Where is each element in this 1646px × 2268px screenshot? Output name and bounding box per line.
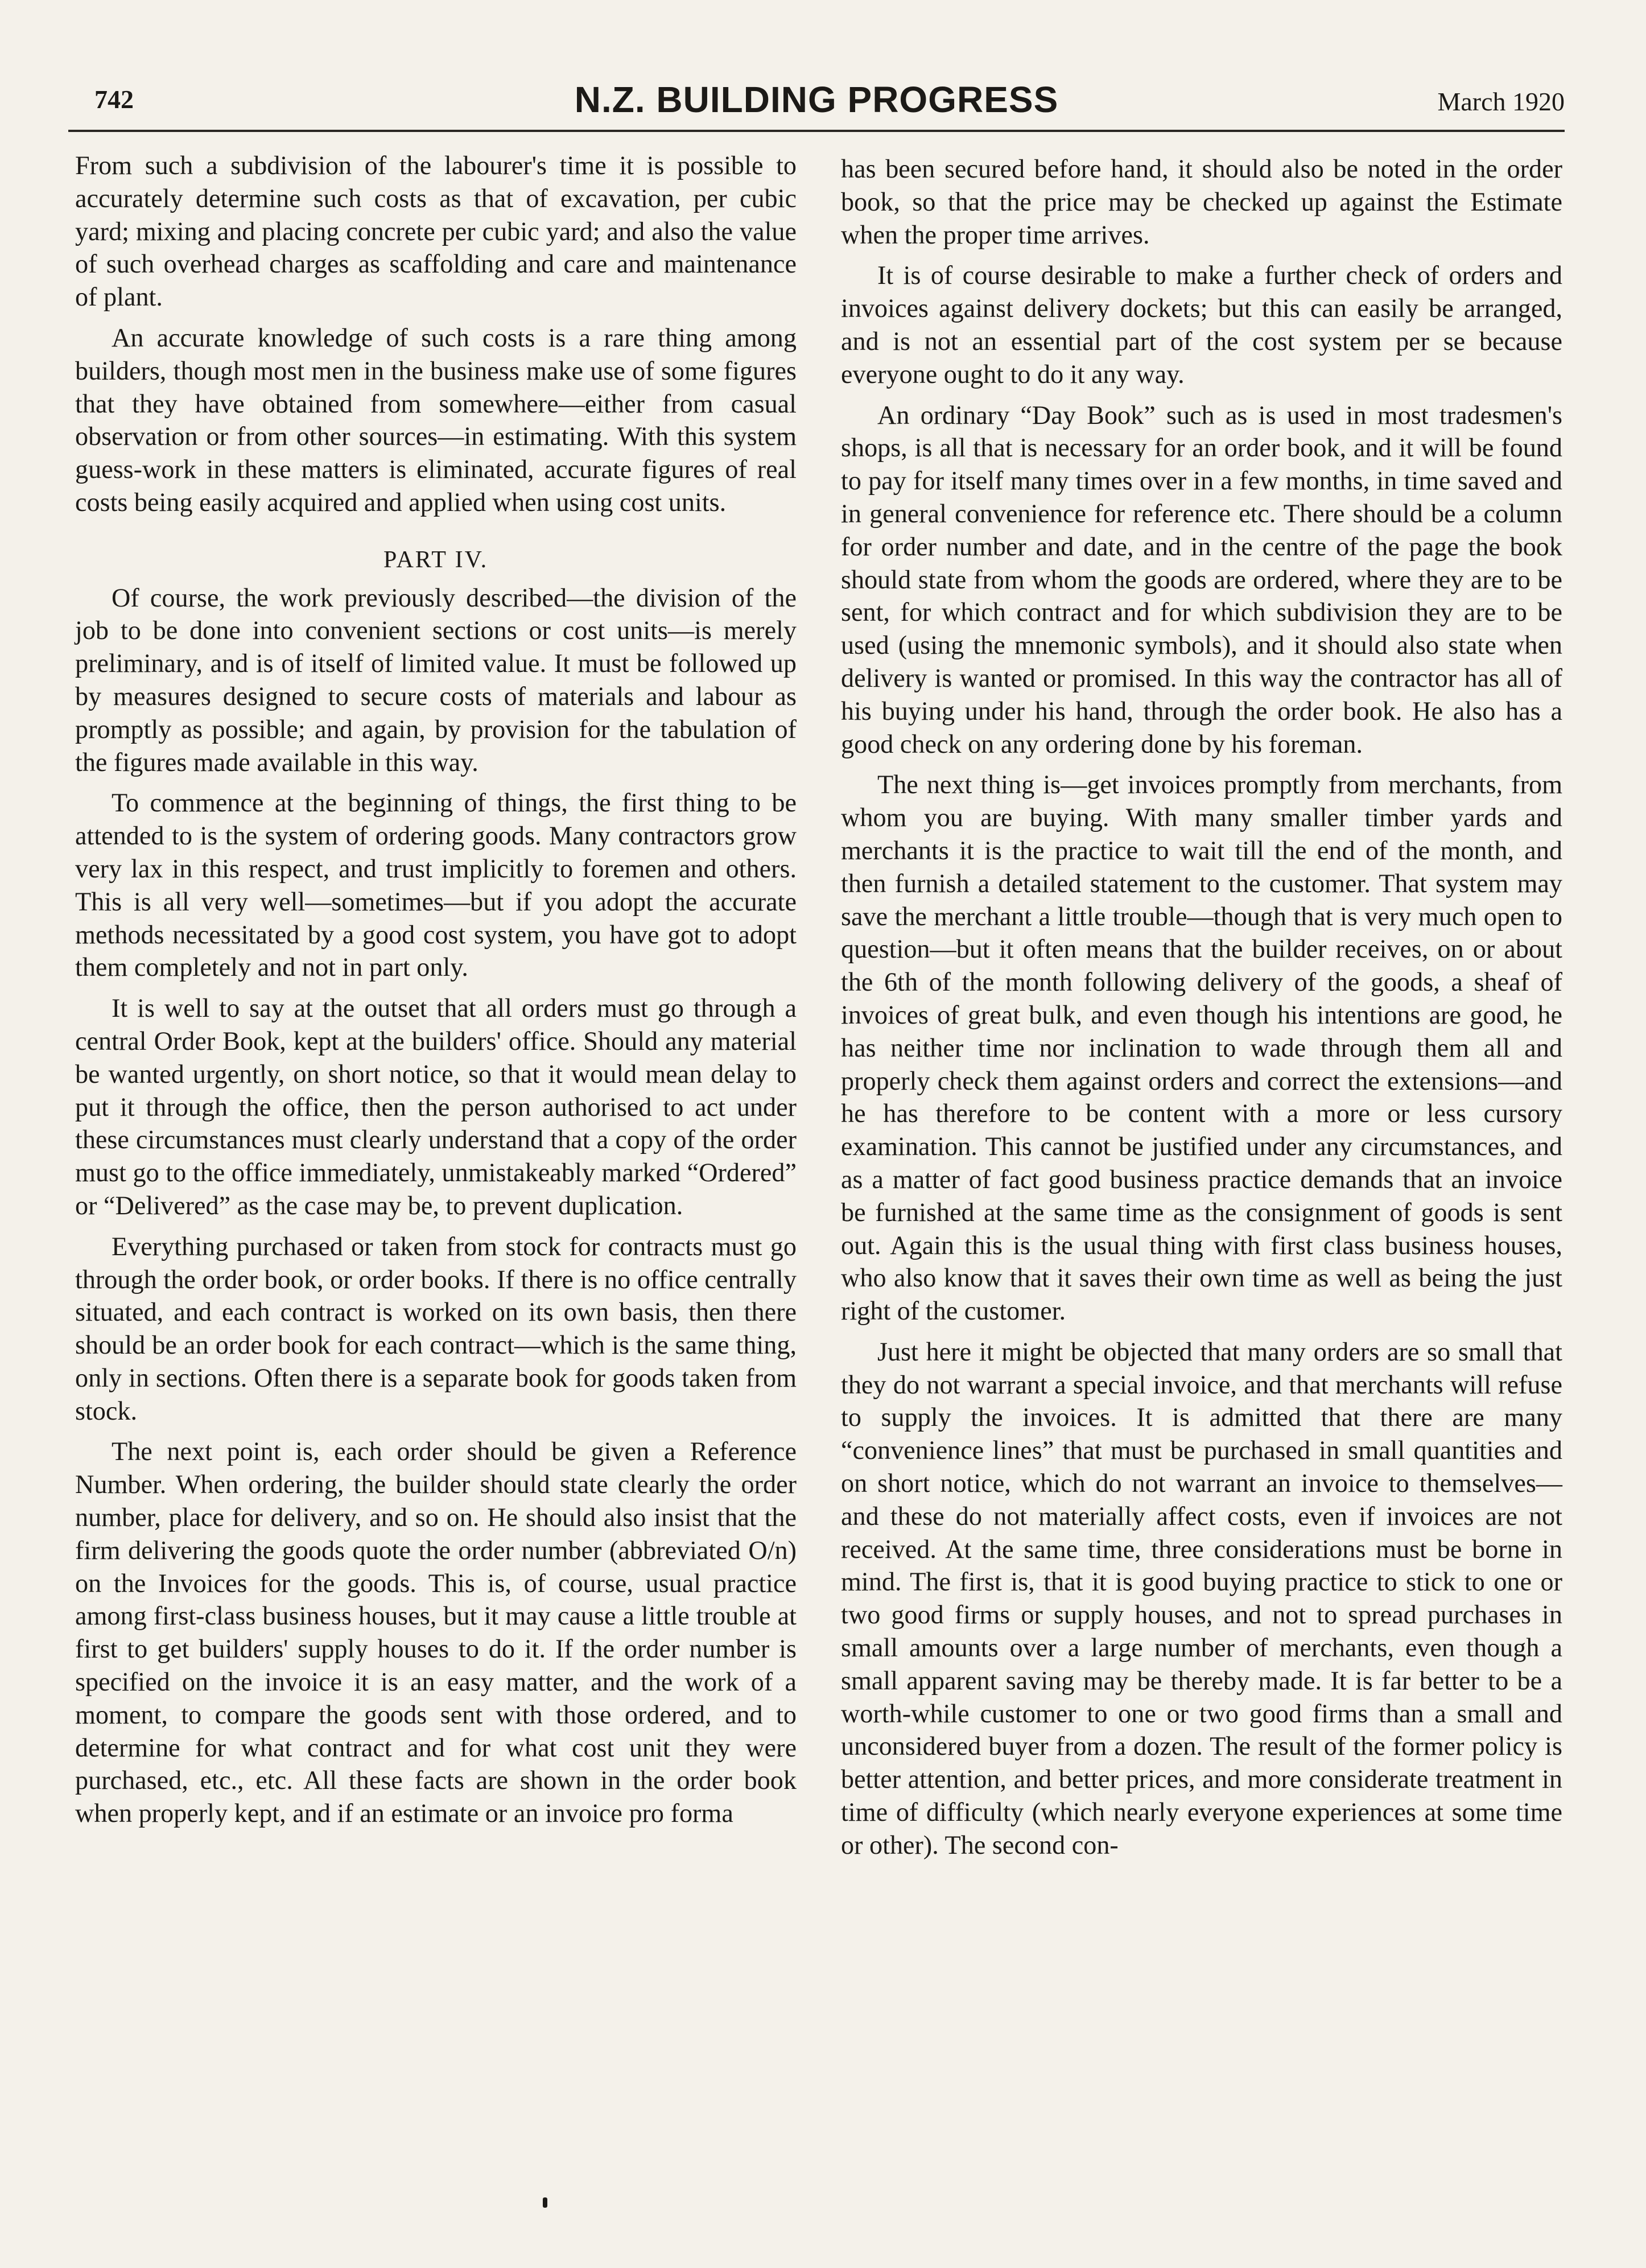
left-column [75,149,797,1838]
paragraph: It is of course desirable to make a further check of orders and invoices against delivery dockets; but this can easily be arranged, and is not an essential part of the cost system per se because everyone ought to do it any way. [841,261,1562,389]
paragraph: Everything purchased or taken from stock for contracts must go through the order book, or order books. If there is no office centrally situated, and each contract is worked on its own basis, then there should be an order book for each contract—which is the same thing, only in sections. Often there is a separate book for goods taken from stock. [75,1231,797,1425]
paragraph: The next point is, each order should be given a Reference Number. When ordering, the builder should state clearly the order number, place for delivery, and so on. He should also insist that the firm delivering the goods quote the order number (abbreviated O/n) on the Invoices for the goods. This is, of course, usual practice among first-class business houses, but it may cause a little trouble at first to get builders' supply houses to do it. If the order number is specified on the invoice it is an easy matter, and the work of a moment, to compare the goods sent with those ordered, and to determine for what contract and for what cost unit they were purchased, etc., etc. All these facts are shown in the order book when properly kept, and if an estimate or an invoice pro forma [75,1437,797,1828]
page-header [68,79,1565,132]
journal-title: N.Z. BUILDING PROGRESS [574,79,1059,120]
issue-date: March 1920 [1437,87,1565,116]
paragraph: From such a subdivision of the labourer's time it is possible to accurately determine such costs as that of excavation, per cubic yard; mixing and placing concrete per cubic yard; and also the value of such overhead charges as scaffolding and care and maintenance of plant. [75,151,797,312]
right-column [841,152,1562,1870]
paragraph: To commence at the beginning of things, the first thing to be attended to is the system of ordering goods. Many contractors grow very lax in this respect, and trust implicitly to foremen and others. This is all very well—sometimes—but if you adopt the accurate methods necessitated by a good cost system, you have got to adopt them completely and not in part only. [75,788,797,982]
page-number: 742 [94,85,134,114]
paragraph: has been secured before hand, it should also be noted in the order book, so that the price may be checked up against the Estimate when the proper time arrives. [841,154,1562,249]
paragraph: An accurate knowledge of such costs is a rare thing among builders, though most men in the business make use of some figures that they have obtained from somewhere—either from casual observation or from other sources—in estimating. With this system guess-work in these matters is eliminated, accurate figures of real costs being easily acquired and applied when using cost units. [75,323,797,517]
paragraph: Of course, the work previously described—the division of the job to be done into convenient sections or cost units—is merely preliminary, and is of itself of limited value. It must be followed up by measures designed to secure costs of materials and labour as promptly as possible; and again, by provision for the tabulation of the figures made available in this way. [75,583,797,777]
paragraph: Just here it might be objected that many orders are so small that they do not warrant a special invoice, and that merchants will refuse to supply the invoices. It is admitted that there are many “convenience lines” that must be purchased in small quantities and on short notice, which do not warrant an invoice to themselves—and these do not materially affect costs, even if invoices are not received. At the same time, three considerations must be borne in mind. The first is, that it is good buying practice to stick to one or two good firms or supply houses, and not to spread purchases in small amounts over a large number of merchants, even though a small apparent saving may be thereby made. It is far better to be a worth-while customer to one or two good firms than a small and unconsidered buyer from a dozen. The result of the former policy is better attention, and better prices, and more considerate treatment in time of difficulty (which nearly everyone experiences at some time or other). The second con- [841,1337,1562,1859]
section-heading: PART IV. [383,546,489,573]
footer-mark [543,2197,547,2208]
paragraph: An ordinary “Day Book” such as is used in most tradesmen's shops, is all that is necessary for an order book, and it will be found to pay for itself many times over in a few months, in time saved and in general convenience for reference etc. There should be a column for order number and date, and in the centre of the page the book should state from whom the goods are ordered, where they are to be sent, for which contract and for which subdivision they are to be used (using the mnemonic symbols), and it should also state when delivery is wanted or promised. In this way the contractor has all of his buying under his hand, through the order book. He also has a good check on any ordering done by his foreman. [841,400,1562,758]
paragraph: It is well to say at the outset that all orders must go through a central Order Book, kept at the builders' office. Should any material be wanted urgently, on short notice, so that it would mean delay to put it through the office, then the person authorised to act under these circumstances must clearly understand that a copy of the order must go to the office immediately, unmistakeably marked “Ordered” or “Delivered” as the case may be, to prevent duplication. [75,993,797,1220]
paragraph: The next thing is—get invoices promptly from merchants, from whom you are buying. With many smaller timber yards and merchants it is the practice to wait till the end of the month, and then furnish a detailed statement to the customer. That system may save the merchant a little trouble—though that is very much open to question—but it often means that the builder receives, on or about the 6th of the month following delivery of the goods, a sheaf of invoices of great bulk, and even though his intentions are good, he has neither time nor inclination to wade through them all and properly check them against orders and correct the extensions—and he has therefore to be content with a more or less cursory examination. This cannot be justified under any circumstances, and as a matter of fact good business practice demands that an invoice be furnished at the same time as the consignment of goods is sent out. Again this is the usual thing with first class business houses, who also know that it saves their own time as well as being the just right of the customer. [841,770,1562,1326]
